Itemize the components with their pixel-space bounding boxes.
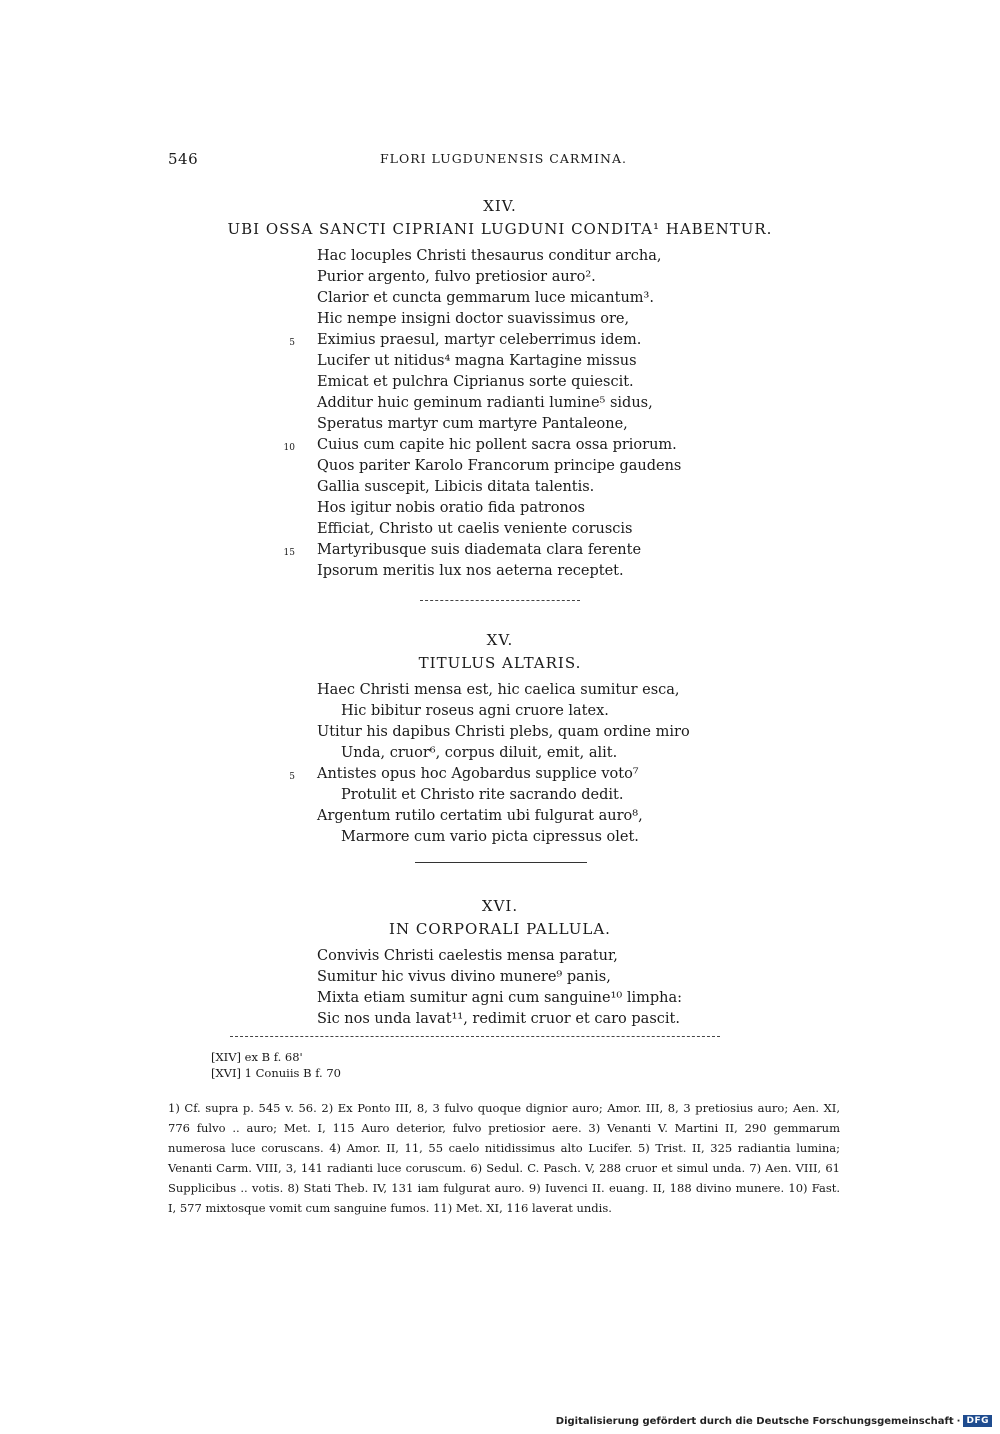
section-divider [415, 862, 587, 863]
verse-line: Haec Christi mensa est, hic caelica sumitur esca, [317, 682, 680, 698]
verse-line: Sic nos unda lavat¹¹, redimit cruor et caro pascit. [317, 1011, 680, 1027]
footnote-separator [230, 1036, 720, 1037]
credit-text: Digitalisierung gefördert durch die Deutsche Forschungsgemeinschaft [555, 1415, 954, 1427]
verse-line: Sumitur hic vivus divino munere⁹ panis, [317, 969, 611, 985]
verse-line: Emicat et pulchra Ciprianus sorte quiescit. [317, 374, 634, 390]
section-title-xv: TITULUS ALTARIS. [418, 654, 582, 672]
section-title-xvi: IN CORPORALI PALLULA. [389, 920, 611, 938]
section-number-xiv: XIV. [483, 197, 517, 215]
verse-line: Convivis Christi caelestis mensa paratur, [317, 948, 618, 964]
poem-xiv [283, 246, 682, 582]
line-number: 5 [289, 338, 295, 348]
verse-text: Eximius praesul, martyr celeberrimus idem. [317, 332, 642, 348]
footnotes [168, 1098, 840, 1218]
apparatus-entry: [XIV] ex B f. 68' [211, 1050, 303, 1064]
verse-line: Mixta etiam sumitur agni cum sanguine¹⁰ limpha: [317, 990, 683, 1006]
verse-line: Argentum rutilo certatim ubi fulgurat auro⁸, [317, 808, 643, 824]
verse-line: Speratus martyr cum martyre Pantaleone, [317, 416, 628, 432]
digitization-credit: Digitalisierung gefördert durch die Deutsche Forschungsgemeinschaft · DFG [556, 1415, 992, 1427]
footnote-text: 1) Cf. supra p. 545 v. 56. 2) Ex Ponto III, 8, 3 fulvo quoque dignior auro; Amor. III, 8, 3 pretiosius auro; Aen. XI, 776 fulvo .. auro; Met. I, 115 Auro deterior, fulvo pretiosior aere. 3) Venanti V. Martini II, 290 gemmarum numerosa luce coruscans. 4) Amor. II, 11, 55 caelo nitidissimus alto Lucifer. 5) Trist. II, 325 radiantia lumina; Venanti Carm. VIII, 3, 141 radianti luce coruscum. 6) Sedul. C. Pasch. V, 288 cruor et simul unda. 7) Aen. VIII, 61 Supplicibus .. votis. 8) Stati Theb. IV, 131 iam fulgurat auro. 9) Iuvenci II. euang. II, 188 divino munere. 10) Fast. I, 577 mixtosque vomit cum sanguine fumos. 11) Met. XI, 116 laverat undis. [168, 1101, 840, 1215]
verse-line: Hic bibitur roseus agni cruore latex. [341, 703, 609, 719]
apparatus-entry: [XVI] 1 Conuiis B f. 70 [211, 1066, 341, 1080]
verse-line [289, 764, 690, 785]
verse-line: Hac locuples Christi thesaurus conditur archa, [317, 248, 662, 264]
verse-text: Cuius cum capite hic pollent sacra ossa priorum. [317, 437, 677, 453]
verse-line: Marmore cum vario picta cipressus olet. [341, 829, 639, 845]
dfg-logo: DFG [963, 1415, 992, 1427]
verse-line: Purior argento, fulvo pretiosior auro². [317, 269, 596, 285]
verse-line: Hic nempe insigni doctor suavissimus ore, [317, 311, 630, 327]
verse-line: Utitur his dapibus Christi plebs, quam ordine miro [317, 724, 690, 740]
section-title-xiv: UBI OSSA SANCTI CIPRIANI LUGDUNI CONDITA¹ HABENTUR. [227, 220, 773, 238]
running-head: FLORI LUGDUNENSIS CARMINA. [380, 151, 627, 166]
verse-line [289, 330, 681, 351]
verse-line: Protulit et Christo rite sacrando dedit. [341, 787, 624, 803]
verse-line: Additur huic geminum radianti lumine⁵ sidus, [317, 395, 653, 411]
line-number: 10 [283, 443, 295, 453]
verse-line [283, 435, 681, 456]
section-divider [420, 600, 580, 601]
line-number: 5 [289, 772, 295, 782]
critical-apparatus [211, 1049, 341, 1081]
verse-line [283, 540, 681, 561]
verse-text: Antistes opus hoc Agobardus supplice voto⁷ [317, 766, 639, 782]
page-number: 546 [168, 150, 199, 168]
verse-line: Efficiat, Christo ut caelis veniente coruscis [317, 521, 633, 537]
verse-text: Martyribusque suis diademata clara ferente [317, 542, 642, 558]
verse-line: Hos igitur nobis oratio fida patronos [317, 500, 585, 516]
verse-line: Gallia suscepit, Libicis ditata talentis. [317, 479, 595, 495]
verse-line: Clarior et cuncta gemmarum luce micantum³. [317, 290, 654, 306]
poem-xv [289, 680, 690, 848]
poem-xvi [317, 946, 682, 1030]
section-number-xvi: XVI. [481, 897, 519, 915]
verse-line: Lucifer ut nitidus⁴ magna Kartagine missus [317, 353, 637, 369]
verse-line: Ipsorum meritis lux nos aeterna receptet. [317, 563, 624, 579]
verse-line: Quos pariter Karolo Francorum principe gaudens [317, 458, 682, 474]
line-number: 15 [283, 548, 295, 558]
section-number-xv: XV. [486, 631, 514, 649]
verse-line: Unda, cruor⁶, corpus diluit, emit, alit. [341, 745, 618, 761]
